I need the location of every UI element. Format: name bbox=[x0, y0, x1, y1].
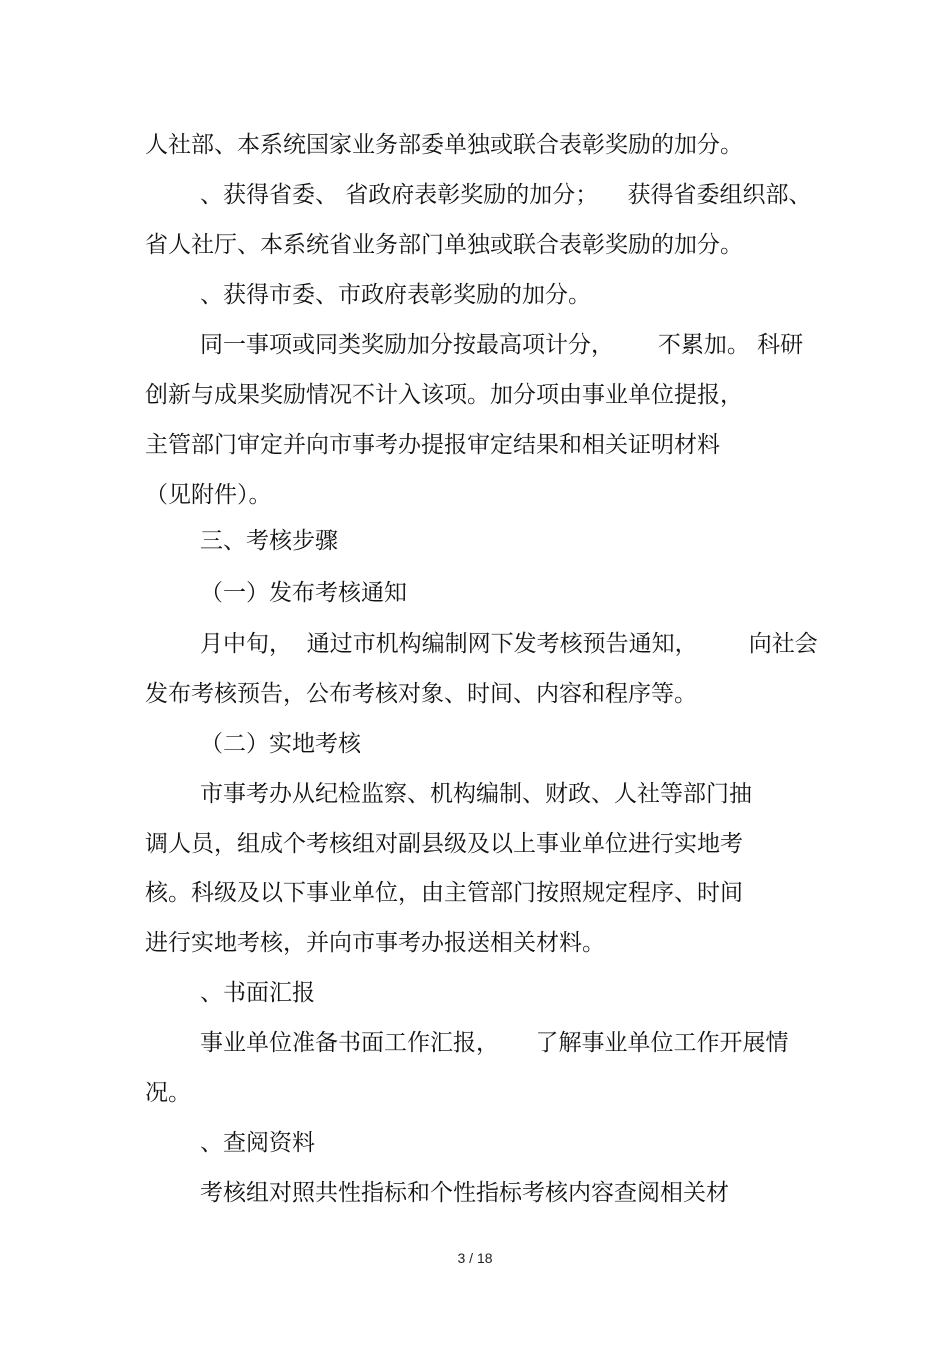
text-line: 事业单位准备书面工作汇报， 了解事业单位工作开展情 bbox=[200, 1030, 789, 1056]
text-line: 核。科级及以下事业单位，由主管部门按照规定程序、时间 bbox=[145, 880, 743, 906]
text-line: 创新与成果奖励情况不计入该项。加分项由事业单位提报， bbox=[145, 382, 743, 408]
text-line: 市事考办从纪检监察、机构编制、财政、人社等部门抽 bbox=[200, 781, 752, 807]
text-line: 发布考核预告，公布考核对象、时间、内容和程序等。 bbox=[145, 681, 697, 707]
text-line: 主管部门审定并向市事考办提报审定结果和相关证明材料 bbox=[145, 432, 720, 458]
text-line: 考核组对照共性指标和个性指标考核内容查阅相关材 bbox=[200, 1180, 729, 1206]
text-line: 省人社厅、本系统省业务部门单独或联合表彰奖励的加分。 bbox=[145, 232, 743, 258]
text-line: 同一事项或同类奖励加分按最高项计分， 不累加。 科研 bbox=[200, 332, 804, 358]
page-number: 3 / 18 bbox=[457, 1250, 493, 1266]
subsection-heading: （一）发布考核通知 bbox=[200, 580, 407, 606]
text-line: 、获得市委、市政府表彰奖励的加分。 bbox=[200, 282, 591, 308]
text-line: 调人员，组成个考核组对副县级及以上事业单位进行实地考 bbox=[145, 831, 743, 857]
item-heading: 、书面汇报 bbox=[200, 980, 315, 1006]
text-line: 、获得省委、 省政府表彰奖励的加分； 获得省委组织部、 bbox=[200, 182, 812, 208]
text-line: 月中旬， 通过市机构编制网下发考核预告通知， 向社会 bbox=[200, 631, 818, 657]
text-line: 进行实地考核，并向市事考办报送相关材料。 bbox=[145, 930, 605, 956]
text-line: 人社部、本系统国家业务部委单独或联合表彰奖励的加分。 bbox=[145, 132, 743, 158]
subsection-heading: （二）实地考核 bbox=[200, 731, 361, 757]
item-heading: 、查阅资料 bbox=[200, 1130, 315, 1156]
section-heading: 三、考核步骤 bbox=[200, 528, 338, 554]
text-line: 况。 bbox=[145, 1080, 191, 1106]
text-line: （见附件）。 bbox=[145, 482, 272, 508]
